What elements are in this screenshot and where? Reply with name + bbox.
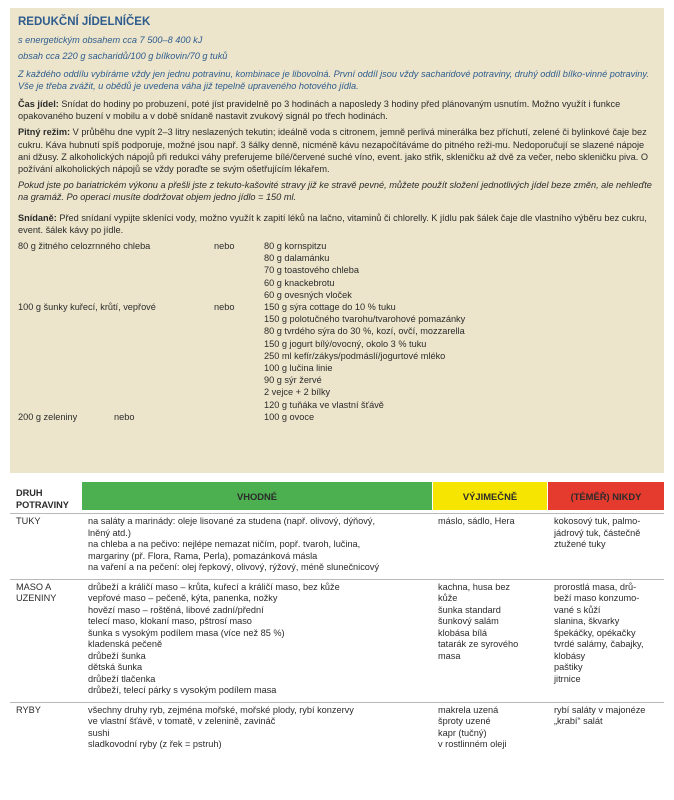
- breakfast-option-right: 70 g toastového chleba: [264, 265, 360, 276]
- breakfast-option-right: 150 g sýra cottage do 10 % tuku: [264, 302, 396, 313]
- cell-line: na saláty a marinády: oleje lisované za studena (např. olivový, dýňový,: [88, 516, 376, 526]
- intro-text: Z každého oddílu vybíráme vždy jen jednu potravinu, kombinace je libovolná. První oddíl jsou vždy sacharidové potraviny, druhý oddíl bílko-vinné potraviny. Vše je třeba zvážit, u obědů je uvedena váha již tepelně upraveného hotového jídla.: [18, 68, 649, 91]
- cell-vhodne: [88, 582, 428, 697]
- cell-nikdy: [554, 705, 664, 728]
- cell-line: drůbeží šunka: [88, 650, 146, 661]
- cell-vyjimecne: [438, 516, 546, 528]
- cell-line: paštiky: [554, 662, 583, 672]
- row-divider: [10, 579, 664, 580]
- cell-line: kokosový tuk, palmo-: [554, 516, 641, 526]
- cell-vhodne: [88, 516, 428, 574]
- cell-line: v rostlinném oleji: [438, 739, 507, 749]
- cell-line: všechny druhy ryb, zejména mořské, mořské plody, rybí konzervy: [88, 704, 354, 715]
- cell-line: hovězí maso – roštěná, libové zadní/přední: [88, 604, 264, 615]
- cell-nikdy: [554, 582, 664, 686]
- cell-nikdy: [554, 516, 664, 551]
- breakfast-option-right: 100 g lučina linie: [264, 363, 333, 374]
- cell-line: máslo, sádlo, Hera: [438, 516, 515, 526]
- col-header-vhodne: VHODNÉ: [82, 482, 432, 510]
- cell-line: dětská šunka: [88, 662, 143, 672]
- diet-plan-panel: [10, 8, 664, 473]
- breakfast-option-left: 100 g šunky kuřecí, krůtí, vepřové: [18, 302, 156, 313]
- cell-line: RYBY: [16, 704, 41, 715]
- breakfast-option-or: nebo: [214, 302, 235, 313]
- cell-vyjimecne: [438, 705, 546, 751]
- macros-line: obsah cca 220 g sacharidů/100 g bílkovin/70 g tuků: [18, 51, 228, 62]
- breakfast-option-right: 80 g tvrdého sýra do 30 %, kozí, ovčí, mozzarella: [264, 326, 465, 337]
- cell-line: drůbeží, telecí párky s vysokým podílem masa: [88, 685, 277, 695]
- cell-vyjimecne: [438, 582, 546, 663]
- breakfast-option-right: 120 g tuňáka ve vlastní šťávě: [264, 399, 384, 410]
- meal-times-label: Čas jídel:: [18, 99, 59, 110]
- cell-line: sushi: [88, 727, 110, 738]
- cell-line: „krabí“ salát: [554, 716, 603, 726]
- cell-line: tvrdé salámy, čabajky,: [554, 639, 644, 649]
- cell-line: TUKY: [16, 516, 41, 526]
- cell-line: sladkovodní ryby (z řek = pstruh): [88, 739, 222, 749]
- breakfast-option-right: 2 vejce + 2 bílky: [264, 387, 331, 398]
- cell-line: margariny (př. Flora, Rama, Perla), pomazánková másla: [88, 550, 318, 561]
- cell-line: slanina, škvarky: [554, 616, 620, 626]
- breakfast-option-left: 80 g žitného celozrnného chleba: [18, 241, 151, 252]
- cell-line: ve vlastní šťávě, v tomatě, v zelenině, zavináč: [88, 716, 276, 726]
- cell-line: telecí maso, klokaní maso, pštrosí maso: [88, 616, 252, 626]
- breakfast-text: Před snídaní vypijte skleníci vody, možno využít k zapití léků na lačno, vitaminů či chlorelly. K jídlu pak šálek čaje dle vlastního výběru bez cukru, event. šálek kávy po jídle.: [18, 212, 647, 235]
- col-header-vyjimecne: VÝJIMEČNĚ: [433, 482, 547, 510]
- page-title: REDUKČNÍ JÍDELNÍČEK: [18, 16, 151, 28]
- breakfast-option-right: 80 g dalamánku: [264, 253, 330, 264]
- cell-line: vané s kůží: [554, 604, 601, 615]
- breakfast-option-right: 90 g sýr žervé: [264, 375, 322, 386]
- cell-line: UZENINY: [16, 593, 57, 603]
- cell-line: kladenská pečeně: [88, 639, 163, 649]
- row-divider: [10, 702, 664, 703]
- breakfast-option-right: 250 ml kefír/zákys/podmáslí/jogurtové mléko: [264, 350, 446, 361]
- meal-times-paragraph: [18, 98, 656, 122]
- drinking-label: Pitný režim:: [18, 127, 71, 138]
- bariatric-note: Pokud jste po bariatrickém výkonu a přešli jste z tekuto-kašovité stravy již ke stravě pevné, můžete použít složení jednotlivých jídel beze změn, ale nehleďte na gramáž. Po operaci musíte dodržovat objem jedno jídlo = 150 ml.: [18, 180, 652, 203]
- breakfast-option-right: 60 g knackebrotu: [264, 277, 335, 288]
- cell-line: makrela uzená: [438, 704, 499, 715]
- breakfast-option-right: 150 g polotučného tvarohu/tvarohové pomazánky: [264, 314, 466, 325]
- cell-druh: [16, 516, 78, 528]
- cell-line: masa: [438, 650, 461, 661]
- cell-line: ztužené tuky: [554, 539, 606, 549]
- cell-line: rybí saláty v majonéze: [554, 704, 646, 715]
- cell-line: klobása bílá: [438, 627, 488, 638]
- cell-line: lněný atd.): [88, 527, 131, 538]
- cell-druh: [16, 582, 78, 605]
- cell-line: na vaření a na pečení: olej řepkový, olivový, rýžový, méně slunečnicový: [88, 562, 380, 572]
- drinking-text: V průběhu dne vypít 2–3 litry neslazených tekutin; ideálně voda s citronem, jemně perlivá minerálka bez příchutí, zelené či bylinkové čaje bez cukru. Káva hubnutí spíš podporuje, možné jsou např. 3 šálky denně, nicméně kávu nezapočítáváme do pitného reži-mu. Nedoporučují se slazené nápoje ani džusy. Z alkoholických nápojů při redukci váhy preferujeme bílé/červené suché víno, event. jako střik, skleničku až dvě za večer, nebo skleničku piva. O požívání alkoholických nápojů se vždy poraďte se svým ošetřujícím lékařem.: [18, 127, 648, 175]
- cell-line: tatarák ze syrového: [438, 639, 519, 649]
- cell-line: drůbeží a králičí maso – krůta, kuřecí a králičí maso, bez kůže: [88, 581, 340, 592]
- cell-line: drůbeží tlačenka: [88, 673, 156, 684]
- breakfast-option-right: 80 g kornspitzu: [264, 241, 327, 252]
- cell-line: vepřové maso – pečeně, kýta, panenka, nožky: [88, 593, 278, 603]
- cell-line: beží maso konzumo-: [554, 593, 640, 603]
- col-header-druh: DRUH POTRAVINY: [16, 488, 69, 510]
- breakfast-options: [18, 240, 656, 423]
- fruit-option: 100 g ovoce: [264, 411, 315, 422]
- cell-line: šunka standard: [438, 604, 501, 615]
- vegetable-option: 200 g zeleniny: [18, 411, 78, 422]
- breakfast-option-right: 60 g ovesných vloček: [264, 289, 352, 300]
- breakfast-option-or: nebo: [214, 241, 235, 252]
- cell-line: MASO A: [16, 581, 52, 592]
- cell-line: na chleba a na pečivo: nejlépe nemazat ničím, popř. tvaroh, lučina,: [88, 539, 361, 549]
- cell-line: kůže: [438, 593, 458, 603]
- cell-line: špekáčky, opékačky: [554, 627, 636, 638]
- cell-line: šunka s vysokým podílem masa (více než 85 %): [88, 627, 285, 638]
- breakfast-option-right: 150 g jogurt bílý/ovocný, okolo 3 % tuku: [264, 338, 427, 349]
- drinking-paragraph: [18, 126, 656, 175]
- cell-line: jitrnice: [554, 673, 581, 684]
- col-header-nikdy: (TÉMĚŘ) NIKDY: [548, 482, 664, 510]
- cell-line: prorostlá masa, drů-: [554, 581, 637, 592]
- cell-line: klobásy: [554, 650, 586, 661]
- vegetable-or: nebo: [114, 411, 135, 422]
- cell-druh: [16, 705, 78, 717]
- energy-line: s energetickým obsahem cca 7 500–8 400 kJ: [18, 35, 203, 46]
- meal-times-text: Snídat do hodiny po probuzení, poté jíst pravidelně po 3 hodinách a naposledy 3 hodiny před plánovaným usnutím. Možno využít i funkce opakovaného buzení v mobilu a v době snídaně nastavit zvukový signál po třech hodinách.: [18, 99, 621, 122]
- cell-line: jádrový tuk, částečně: [554, 527, 641, 538]
- cell-vhodne: [88, 705, 428, 751]
- cell-line: kachna, husa bez: [438, 581, 511, 592]
- breakfast-label: Snídaně:: [18, 212, 57, 223]
- breakfast-paragraph: [18, 212, 656, 236]
- cell-line: šunkový salám: [438, 616, 499, 626]
- row-divider: [10, 513, 664, 514]
- cell-line: šproty uzené: [438, 716, 491, 726]
- cell-line: kapr (tučný): [438, 727, 487, 738]
